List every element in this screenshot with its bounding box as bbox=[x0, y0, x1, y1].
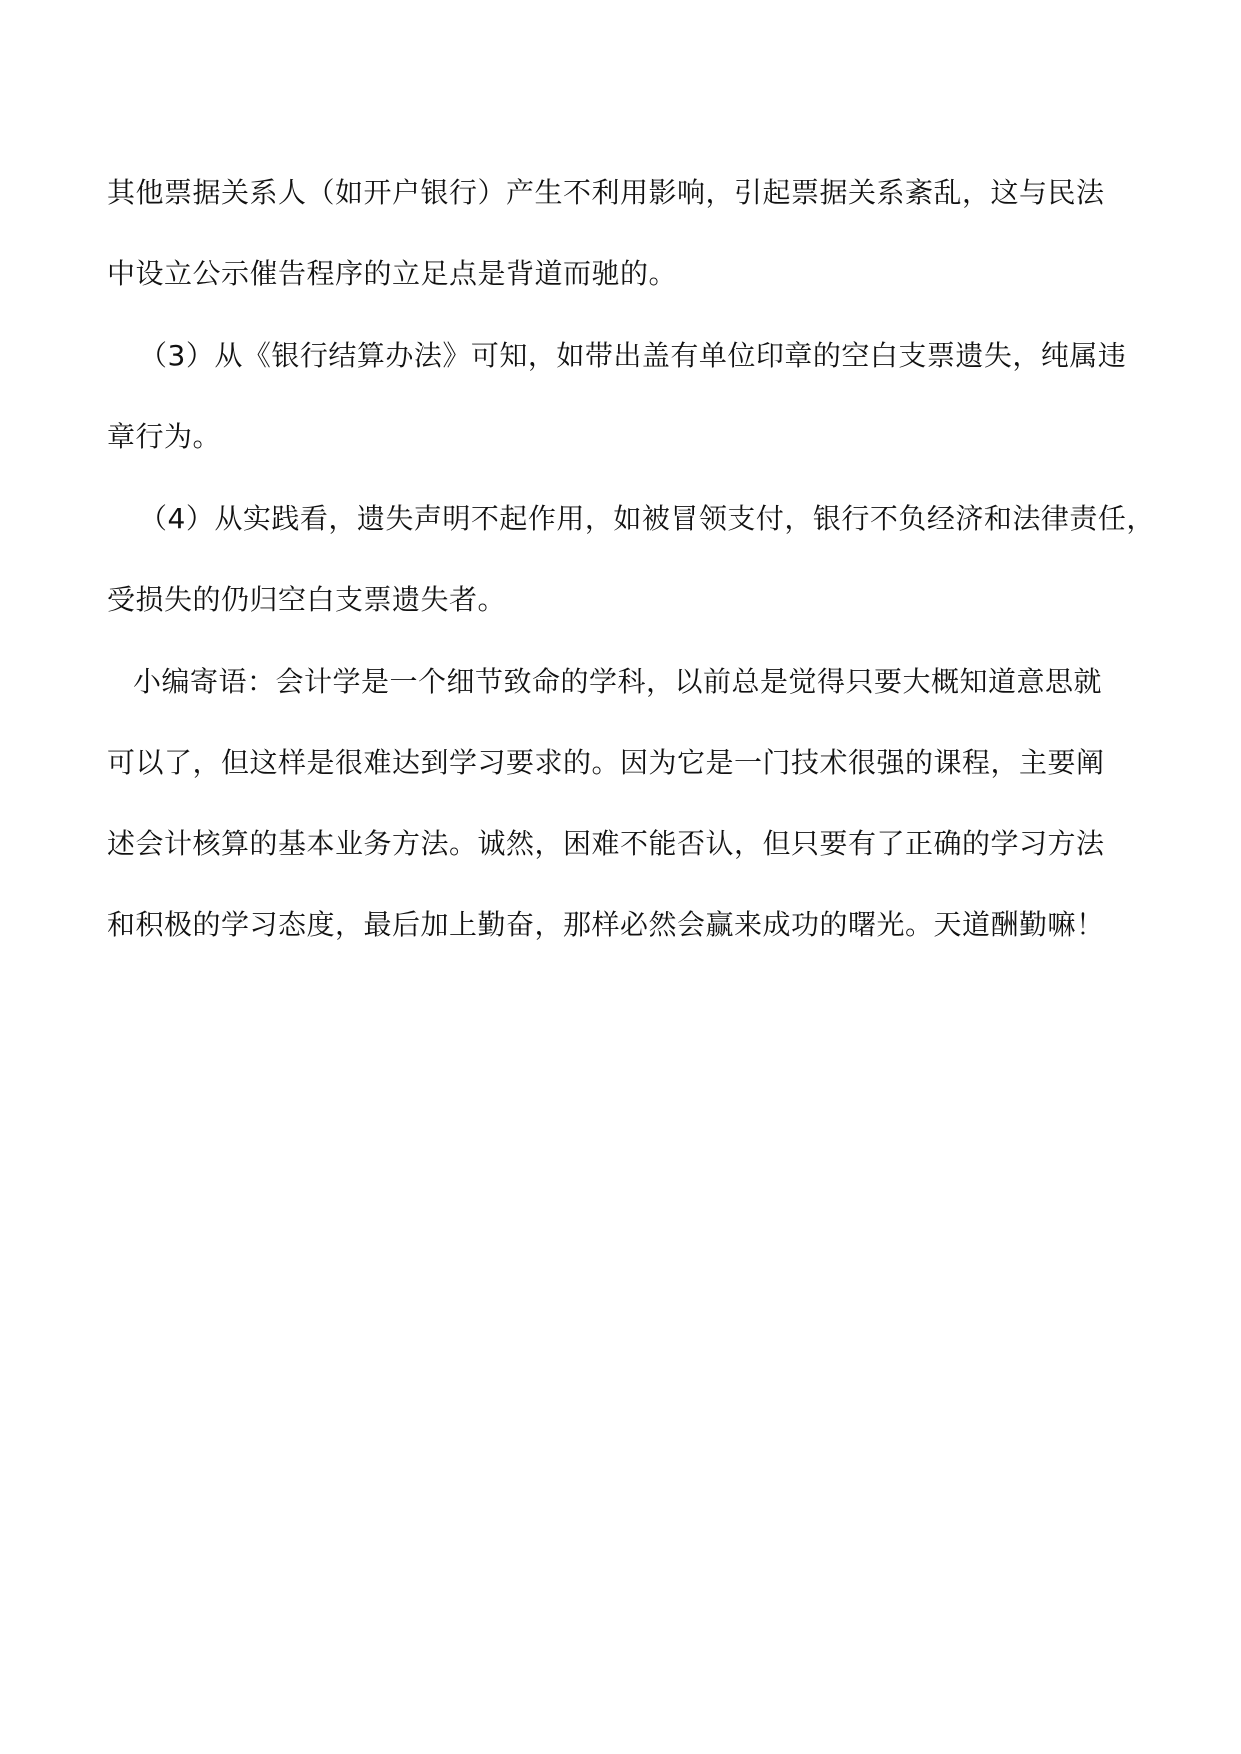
paragraph-line: 中设立公示催告程序的立足点是背道而驰的。 bbox=[107, 257, 678, 290]
paragraph-point-3 bbox=[107, 315, 1137, 477]
paragraph-line: 其他票据关系人（如开户银行）产生不利用影响，引起票据关系紊乱，这与民法 bbox=[107, 176, 1105, 209]
paragraph-line: 可以了，但这样是很难达到学习要求的。因为它是一门技术很强的课程，主要阐 bbox=[107, 746, 1105, 779]
paragraph-point-4 bbox=[107, 478, 1155, 640]
paragraph-editor-note bbox=[107, 641, 1137, 965]
paragraph-line: 和积极的学习态度，最后加上勤奋，那样必然会赢来成功的曙光。天道酬勤嘛！ bbox=[107, 908, 1105, 941]
paragraph-line: 小编寄语：会计学是一个细节致命的学科，以前总是觉得只要大概知道意思就 bbox=[133, 665, 1103, 698]
paragraph-bill-relations bbox=[107, 152, 1137, 314]
paragraph-line: 章行为。 bbox=[107, 420, 222, 453]
paragraph-line: 受损失的仍归空白支票遗失者。 bbox=[107, 583, 507, 616]
paragraph-line: 述会计核算的基本业务方法。诚然，困难不能否认，但只要有了正确的学习方法 bbox=[107, 827, 1105, 860]
paragraph-line: （3）从《银行结算办法》可知，如带出盖有单位印章的空白支票遗失，纯属违 bbox=[139, 339, 1127, 372]
paragraph-line: （4）从实践看，遗失声明不起作用，如被冒领支付，银行不负经济和法律责任， bbox=[139, 502, 1155, 535]
